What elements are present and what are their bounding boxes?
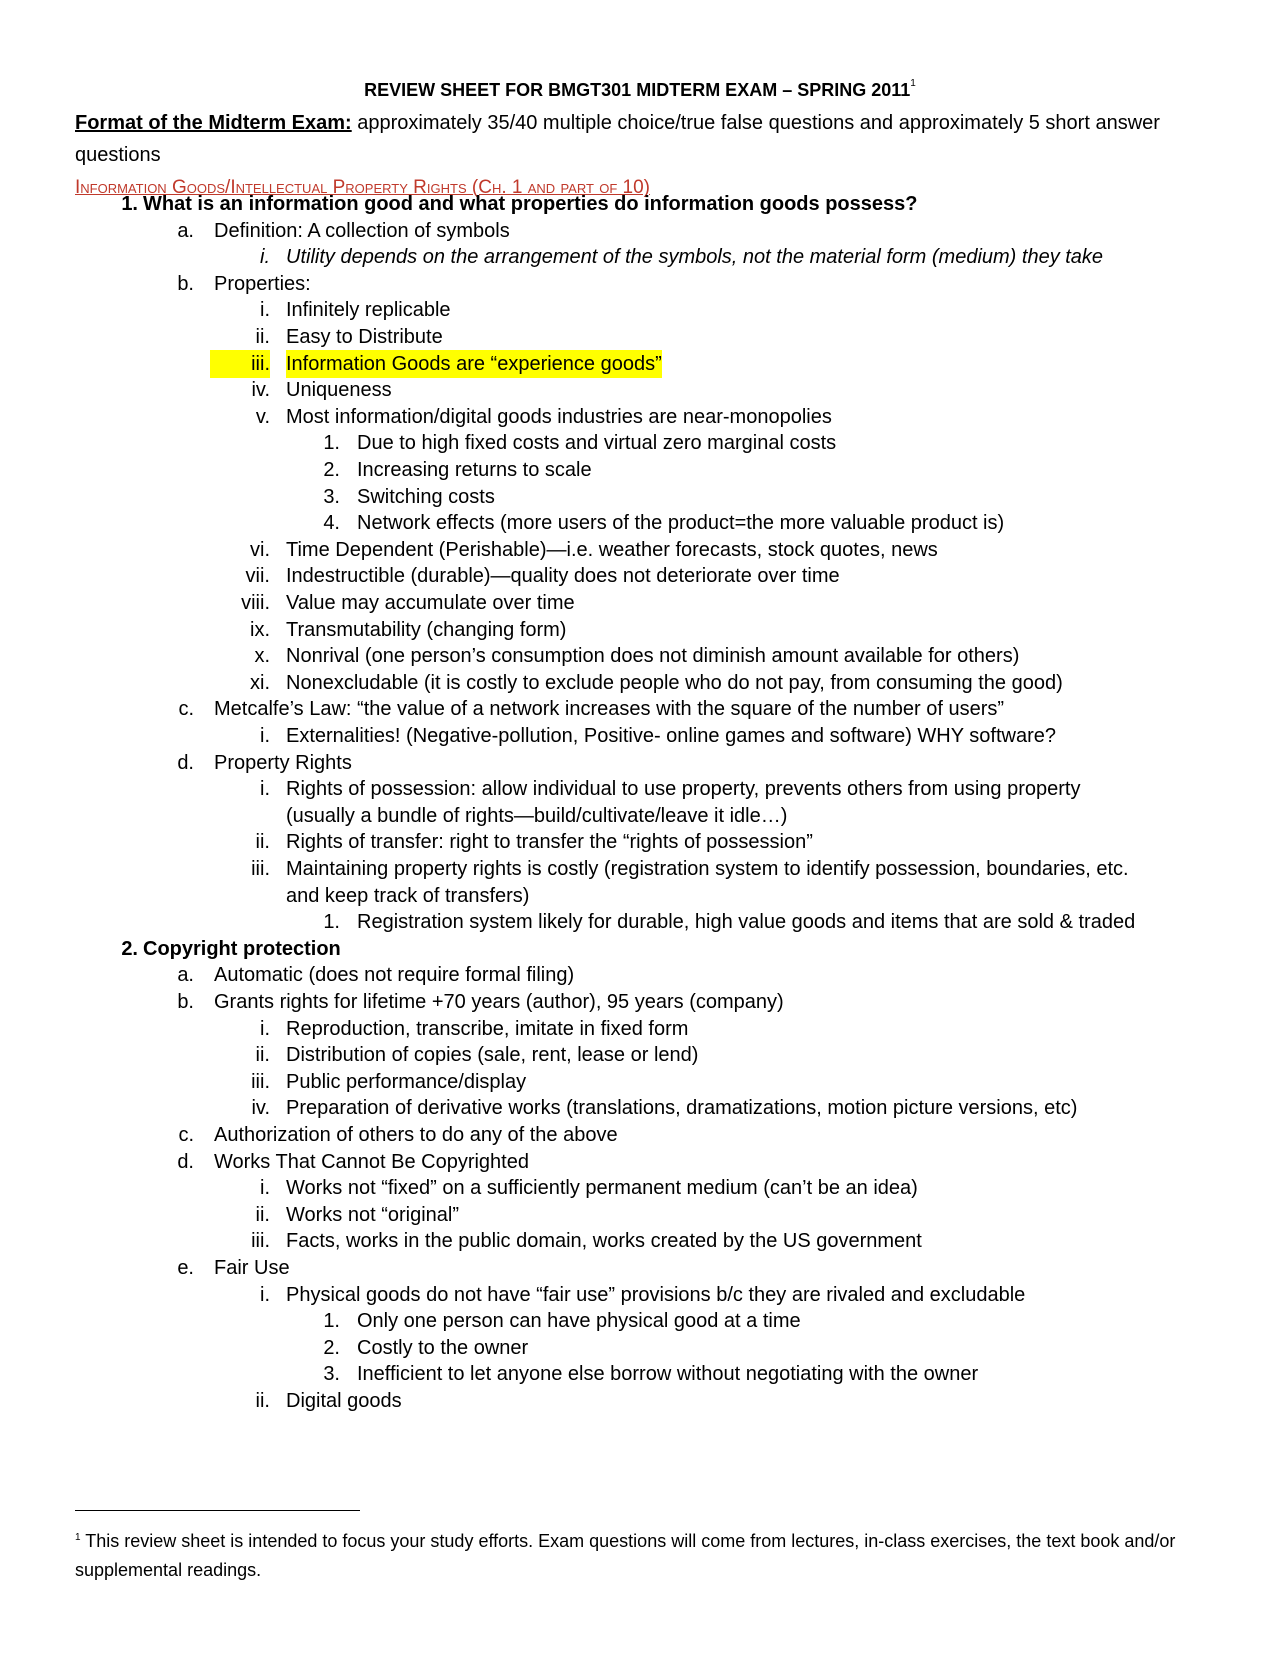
outline-text: Grants rights for lifetime +70 years (author), 95 years (company) [214, 991, 784, 1013]
outline-marker: d. [177, 751, 194, 774]
page-title [0, 76, 1280, 104]
outline-text: Indestructible (durable)—quality does not deteriorate over time [286, 565, 840, 588]
outline-item [0, 1307, 1280, 1335]
outline-marker: i. [260, 725, 270, 747]
outline-item [0, 1227, 1280, 1255]
outline-text: (usually a bundle of rights—build/cultivate/leave it idle…) [286, 804, 788, 827]
outline-marker: i. [260, 1177, 270, 1200]
outline-marker: 3. [323, 1363, 340, 1386]
outline-item [0, 828, 1280, 856]
outline-text: Due to high fixed costs and virtual zero marginal costs [357, 432, 837, 455]
outline-item [0, 1121, 1280, 1149]
outline-text: Works not “fixed” on a sufficiently permanent medium (can’t be an idea) [286, 1177, 918, 1200]
outline-item [0, 190, 1280, 218]
outline-item [0, 429, 1280, 457]
outline-marker: viii. [241, 592, 270, 614]
outline-item [0, 1254, 1280, 1282]
outline-item [0, 802, 1280, 830]
outline-marker: c. [178, 698, 194, 721]
outline-item [0, 456, 1280, 484]
outline-marker: b. [177, 272, 194, 295]
outline-item [0, 961, 1280, 989]
outline-item [0, 855, 1280, 883]
footnote-ref: 1 [910, 78, 916, 89]
outline-item [0, 775, 1280, 803]
outline-marker: i. [260, 246, 270, 269]
outline-text: Transmutability (changing form) [286, 618, 567, 641]
outline-marker: ii. [255, 1044, 270, 1067]
outline-marker: iii. [251, 1230, 270, 1253]
outline-marker: a. [177, 219, 194, 242]
outline-text: and keep track of transfers) [286, 884, 530, 907]
outline-marker: ii. [255, 831, 270, 854]
outline-marker: a. [177, 964, 194, 987]
outline-text: Only one person can have physical good at a time [357, 1310, 801, 1333]
outline-text: Public performance/display [286, 1070, 527, 1093]
outline-item [0, 616, 1280, 644]
outline-marker: c. [178, 1124, 194, 1146]
outline-text: Digital goods [286, 1390, 402, 1412]
outline-text: Network effects (more users of the product=the more valuable product is) [357, 512, 1005, 535]
outline-text: Facts, works in the public domain, works created by the US government [286, 1230, 922, 1253]
outline-item [0, 323, 1280, 351]
outline-text: Rights of transfer: right to transfer the “rights of possession” [286, 831, 813, 854]
outline-marker: 1. [121, 193, 138, 215]
outline-marker: 3. [323, 485, 340, 508]
outline-marker: ii. [255, 326, 270, 348]
format-text: approximately 35/40 multiple choice/true false questions and approximately 5 short answer questions [75, 112, 1160, 166]
outline-text: Properties: [214, 272, 311, 295]
outline-text: Switching costs [357, 485, 495, 508]
outline-item [0, 722, 1280, 750]
outline-item [0, 483, 1280, 511]
outline-item [0, 217, 1280, 245]
outline-marker: 1. [323, 432, 340, 455]
outline-marker: ii. [255, 1390, 270, 1412]
outline-item [0, 988, 1280, 1016]
outline-item [0, 882, 1280, 910]
outline-marker: ix. [250, 618, 270, 641]
outline-item [0, 642, 1280, 670]
outline-item [0, 669, 1280, 697]
outline-item [0, 1360, 1280, 1388]
outline-text: Rights of possession: allow individual to use property, prevents others from using property [286, 778, 1081, 801]
outline-marker: xi. [250, 671, 270, 694]
outline-text: Reproduction, transcribe, imitate in fixed form [286, 1017, 689, 1040]
outline-marker: vii. [245, 565, 270, 588]
outline-marker: i. [260, 778, 270, 801]
outline-marker: iv. [251, 1097, 270, 1120]
outline-text: Nonexcludable (it is costly to exclude people who do not pay, from consuming the good) [286, 671, 1063, 694]
outline-text: Increasing returns to scale [357, 459, 592, 481]
outline-text: Nonrival (one person’s consumption does not diminish amount available for others) [286, 645, 1020, 668]
outline-marker: i. [260, 299, 270, 322]
outline-item [0, 1334, 1280, 1362]
outline-text: Utility depends on the arrangement of the symbols, not the material form (medium) they take [286, 246, 1104, 269]
outline-text: Authorization of others to do any of the above [214, 1124, 618, 1146]
outline-text: Maintaining property rights is costly (registration system to identify possession, boundaries, etc. [286, 858, 1129, 880]
outline-text: Property Rights [214, 751, 352, 774]
outline-text: Automatic (does not require formal filing) [214, 964, 575, 987]
outline-item [0, 1068, 1280, 1096]
outline-text: Time Dependent (Perishable)—i.e. weather forecasts, stock quotes, news [286, 538, 938, 561]
title-text: REVIEW SHEET FOR BMGT301 MIDTERM EXAM – SPRING 2011 [364, 80, 911, 100]
outline-item [0, 1094, 1280, 1122]
outline-marker: i. [260, 1283, 270, 1306]
outline-marker: i. [260, 1017, 270, 1040]
outline-item [0, 270, 1280, 298]
outline-item [0, 1041, 1280, 1069]
outline-text: Externalities! (Negative-pollution, Positive- online games and software) WHY software? [286, 725, 1056, 747]
outline-marker: 1. [323, 1310, 340, 1333]
outline-text: Uniqueness [286, 379, 392, 402]
exam-format [75, 107, 1210, 171]
outline-item [0, 403, 1280, 431]
outline-text: Value may accumulate over time [286, 592, 575, 614]
outline-text: Inefficient to let anyone else borrow without negotiating with the owner [357, 1363, 979, 1386]
outline-text: Costly to the owner [357, 1336, 529, 1359]
outline-item [0, 589, 1280, 617]
outline-item [0, 243, 1280, 271]
outline-text: Information Goods are “experience goods” [286, 350, 662, 378]
outline-item [0, 935, 1280, 963]
outline-marker: 2. [323, 459, 340, 481]
outline-marker: 1. [323, 911, 340, 934]
outline-marker: iii. [210, 350, 270, 378]
outline-text: Preparation of derivative works (translations, dramatizations, motion picture versions, etc) [286, 1097, 1078, 1120]
outline-item [0, 908, 1280, 936]
outline-item [0, 1201, 1280, 1229]
outline-text: Fair Use [214, 1257, 290, 1279]
outline-text: Infinitely replicable [286, 299, 451, 322]
outline-item [0, 536, 1280, 564]
outline-text: Registration system likely for durable, high value goods and items that are sold & traded [357, 911, 1136, 934]
outline-text: Distribution of copies (sale, rent, lease or lend) [286, 1044, 699, 1067]
outline-item [0, 376, 1280, 404]
outline-text: Most information/digital goods industries are near-monopolies [286, 405, 832, 428]
footnote-marker: 1 [75, 1532, 81, 1543]
outline-text: Definition: A collection of symbols [214, 219, 510, 242]
outline-marker: vi. [250, 538, 270, 561]
outline-item [0, 296, 1280, 324]
outline-marker: 2. [323, 1336, 340, 1359]
outline-marker: iv. [251, 379, 270, 402]
outline-item [0, 1387, 1280, 1415]
outline-marker: v. [255, 405, 270, 428]
outline-marker: iii. [251, 858, 270, 880]
outline-text: Physical goods do not have “fair use” provisions b/c they are rivaled and excludable [286, 1283, 1026, 1306]
outline-marker: b. [177, 991, 194, 1013]
outline-marker: 4. [323, 512, 340, 535]
outline-marker: d. [177, 1150, 194, 1173]
outline-text: Copyright protection [143, 937, 341, 960]
outline-text: Works That Cannot Be Copyrighted [214, 1150, 529, 1173]
outline-marker: x. [254, 645, 270, 668]
outline-marker: e. [177, 1257, 194, 1279]
outline-item [0, 1281, 1280, 1309]
outline-marker: 2. [121, 937, 138, 960]
outline-item [0, 509, 1280, 537]
outline-marker: iii. [251, 1070, 270, 1093]
outline-item [0, 1015, 1280, 1043]
outline-text: What is an information good and what properties do information goods possess? [143, 193, 918, 215]
footnote [75, 1527, 1215, 1585]
footnote-text: This review sheet is intended to focus your study efforts. Exam questions will come from lectures, in-class exercises, the text book and/or supplemental readings. [75, 1531, 1176, 1580]
outline-item [0, 749, 1280, 777]
outline-item [0, 350, 1280, 378]
footnote-separator [75, 1510, 360, 1511]
outline-item [0, 695, 1280, 723]
outline-marker: ii. [255, 1203, 270, 1226]
outline-text: Metcalfe’s Law: “the value of a network increases with the square of the number of users” [214, 698, 1005, 721]
outline-item [0, 1148, 1280, 1176]
format-label: Format of the Midterm Exam: [75, 112, 352, 134]
outline-text: Works not “original” [286, 1203, 460, 1226]
outline-item [0, 1174, 1280, 1202]
outline-item [0, 562, 1280, 590]
outline-text: Easy to Distribute [286, 326, 443, 348]
section-heading: Information Goods/Intellectual Property Rights (Ch. 1 and part of 10) [75, 177, 651, 198]
